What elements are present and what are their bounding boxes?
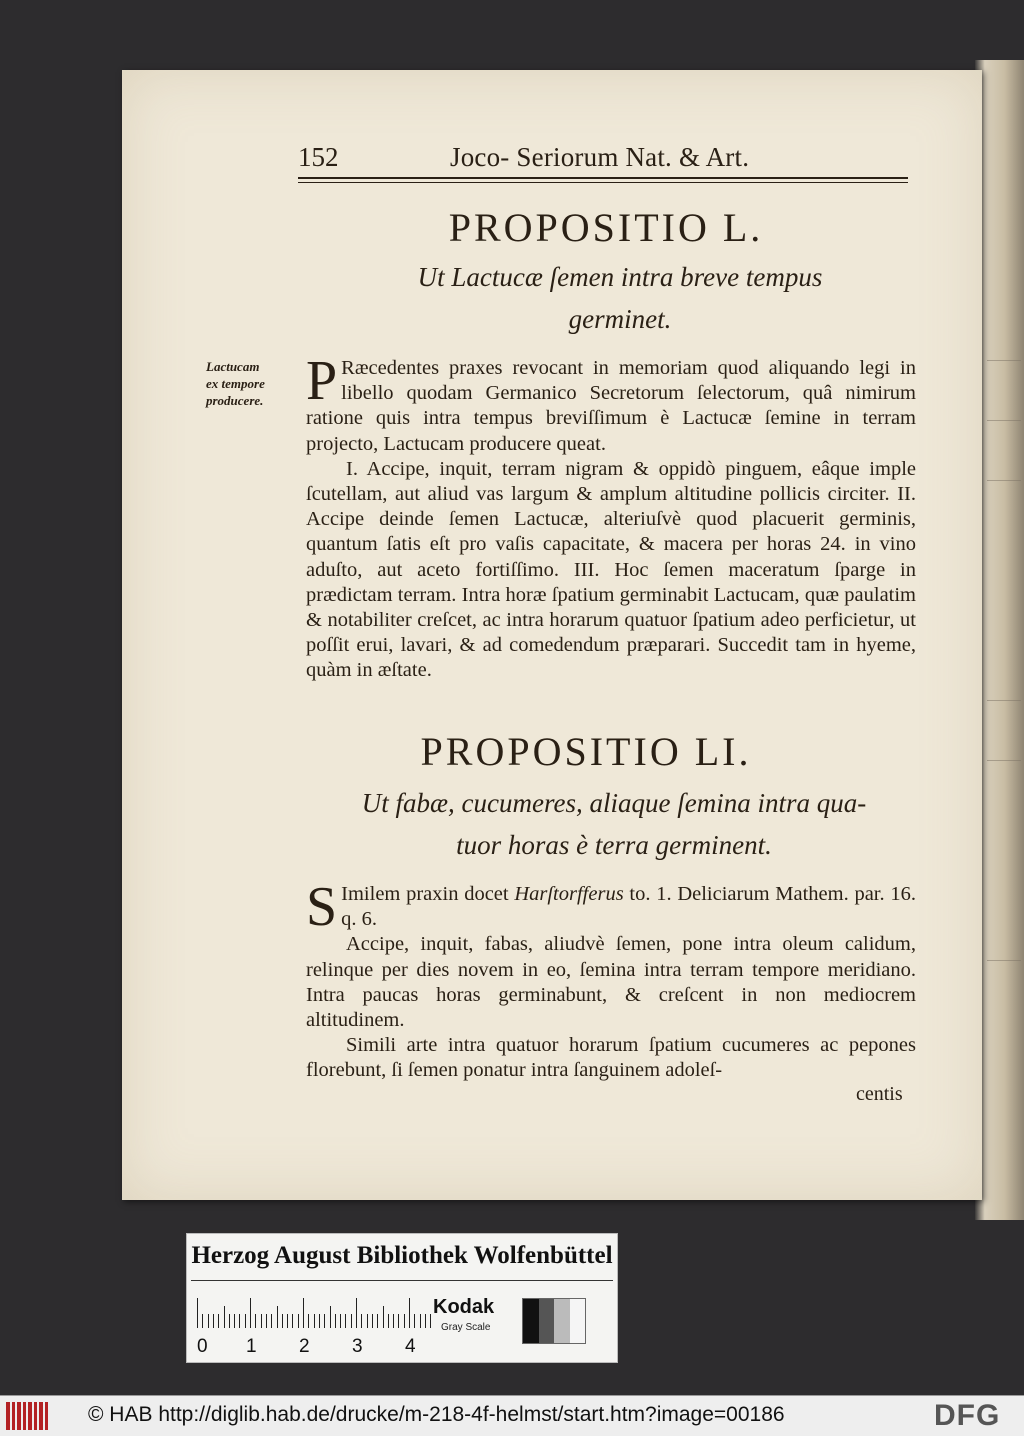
proposition-li-subtitle	[264, 782, 964, 866]
ruler-tick	[335, 1314, 336, 1328]
ruler-tick	[266, 1314, 267, 1328]
ruler-tick	[330, 1306, 331, 1328]
library-name: Herzog August Bibliothek Wolfenbüttel	[191, 1242, 613, 1269]
ruler-tick	[388, 1314, 389, 1328]
paragraph	[306, 350, 916, 457]
ruler-tick	[398, 1314, 399, 1328]
running-header	[298, 136, 908, 176]
ruler-tick	[430, 1314, 431, 1328]
ruler-tick	[324, 1314, 325, 1328]
hab-logo-icon	[6, 1402, 48, 1430]
scale-number: 0	[197, 1336, 208, 1357]
ruler-tick	[224, 1306, 225, 1328]
ruler-tick	[303, 1298, 304, 1328]
ruler-tick	[287, 1314, 288, 1328]
ruler-tick	[361, 1314, 362, 1328]
scale-number: 3	[352, 1336, 363, 1357]
scale-number: 1	[246, 1336, 257, 1357]
ruler-tick	[377, 1314, 378, 1328]
gray-swatch	[539, 1299, 555, 1343]
ruler-tick	[340, 1314, 341, 1328]
ruler-tick	[314, 1314, 315, 1328]
scale-number: 2	[299, 1336, 310, 1357]
ruler-tick	[202, 1314, 203, 1328]
drop-cap: S	[306, 876, 338, 938]
header-rule	[298, 177, 908, 179]
ruler-tick	[255, 1314, 256, 1328]
ruler-tick	[282, 1314, 283, 1328]
footer-bar	[0, 1395, 1024, 1436]
ruler-tick	[414, 1314, 415, 1328]
ruler-tick	[261, 1314, 262, 1328]
margin-note-line: ex tempore	[206, 376, 265, 391]
ruler-tick	[372, 1314, 373, 1328]
subtitle-line: tuor horas è terra germinent.	[456, 830, 772, 860]
ruler-tick	[356, 1298, 357, 1328]
paragraph: Simili arte intra quatuor horarum ſpatium cucumeres ac pepones florebunt, ſi ſemen ponatur intra ſanguinem adoleſ-	[306, 1034, 916, 1082]
subtitle-line: germinet.	[568, 304, 672, 334]
ruler-tick	[425, 1314, 426, 1328]
paragraph-text: Ræcedentes praxes revocant in memoriam quod aliquando legi in libello quodam Germanico Secretorum ſelectorum, quâ nimirum ratione quis intra tempus breviſſimum è Lactucæ ſemine in terram projecto, Lactucam producere queat.	[306, 357, 916, 455]
gray-swatch	[554, 1299, 570, 1343]
subtitle-line: Ut Lactucæ ſemen intra breve tempus	[417, 262, 823, 292]
proposition-l-heading: PROPOSITIO L.	[448, 205, 764, 250]
paragraph-text: to. 1. Deliciarum Mathem. par. 16. q. 6.	[341, 883, 916, 931]
gray-swatch	[570, 1299, 586, 1343]
header-rule-thin	[298, 182, 908, 183]
ruler-tick	[271, 1314, 272, 1328]
source-link[interactable]: © HAB http://diglib.hab.de/drucke/m-218-4f-helmst/start.htm?image=00186	[88, 1403, 785, 1426]
page-number: 152	[298, 142, 339, 172]
paragraph: Accipe, inquit, fabas, aliudvè ſemen, pone intra oleum calidum, relinque per dies novem in eo, ſemina intra terram tempore meridiano. Intra paucas horas germinabunt, & creſcent in non mediocrem altitudinem.	[306, 933, 916, 1032]
margin-note	[206, 358, 290, 409]
ruler-tick	[197, 1298, 198, 1328]
ruler-tick	[420, 1314, 421, 1328]
ruler-tick	[367, 1314, 368, 1328]
ruler-tick	[393, 1314, 394, 1328]
margin-note-line: Lactucam	[206, 359, 260, 374]
proposition-l-body	[306, 350, 916, 684]
ruler-tick	[292, 1314, 293, 1328]
ruler-tick	[218, 1314, 219, 1328]
paragraph-text: Imilem praxin docet	[341, 883, 515, 905]
ruler-tick	[404, 1314, 405, 1328]
color-card	[186, 1233, 618, 1363]
subtitle-line: Ut fabæ, cucumeres, aliaque ſemina intra qua-	[361, 788, 867, 818]
card-rule	[191, 1280, 613, 1281]
gray-scale-label: Gray Scale	[441, 1322, 491, 1333]
ruler-tick	[245, 1314, 246, 1328]
ruler-tick	[308, 1314, 309, 1328]
ruler-tick	[213, 1314, 214, 1328]
catchword: centis	[856, 1083, 903, 1105]
ruler-tick	[345, 1314, 346, 1328]
ruler-tick	[298, 1314, 299, 1328]
ruler-tick	[208, 1314, 209, 1328]
paragraph	[306, 876, 916, 938]
ruler-tick	[234, 1314, 235, 1328]
ruler-tick	[239, 1314, 240, 1328]
drop-cap: P	[306, 350, 338, 412]
kodak-logo: Kodak	[433, 1296, 495, 1318]
ruler-tick	[319, 1314, 320, 1328]
gray-swatches	[522, 1298, 586, 1344]
ruler-tick	[409, 1298, 410, 1328]
gray-swatch	[523, 1299, 539, 1343]
margin-note-line: producere.	[206, 393, 264, 408]
paragraph: I. Accipe, inquit, terram nigram & oppidò pinguem, eâque imple ſcutellam, aut aliud vas largum & amplum altitudine pollicis circiter. II. Accipe deinde ſemen Lactucæ, alteriuſvè quod placuerit germinis, quantum ſatis eſt pro vaſis capacitate, & macera per horas 24. in vino aduſto, aut aceto fortiſſimo. III. Hoc ſemen maceratum ſparge in prædictam terram. Intra horæ ſpatium germinabit Lactucam, quæ paulatim & notabiliter creſcet, ac intra horarum quatuor ſpatium adeo perficietur, ut poſſit erui, lavari, & ad comedendum præparari. Succedit tam in hyeme, quàm in æſtate.	[306, 457, 916, 682]
ruler-tick	[277, 1306, 278, 1328]
running-head: Joco- Seriorum Nat. & Art.	[450, 142, 750, 172]
proposition-li-body	[306, 876, 916, 1084]
ruler-tick	[229, 1314, 230, 1328]
proposition-l-subtitle	[300, 256, 940, 340]
ruler-tick	[351, 1314, 352, 1328]
ruler-tick	[383, 1306, 384, 1328]
proposition-li-heading: PROPOSITIO LI.	[420, 729, 752, 774]
author-name: Harſtorfferus	[514, 883, 624, 905]
scale-number: 4	[405, 1336, 416, 1357]
dfg-logo: DFG	[934, 1399, 1001, 1432]
ruler-tick	[250, 1298, 251, 1328]
